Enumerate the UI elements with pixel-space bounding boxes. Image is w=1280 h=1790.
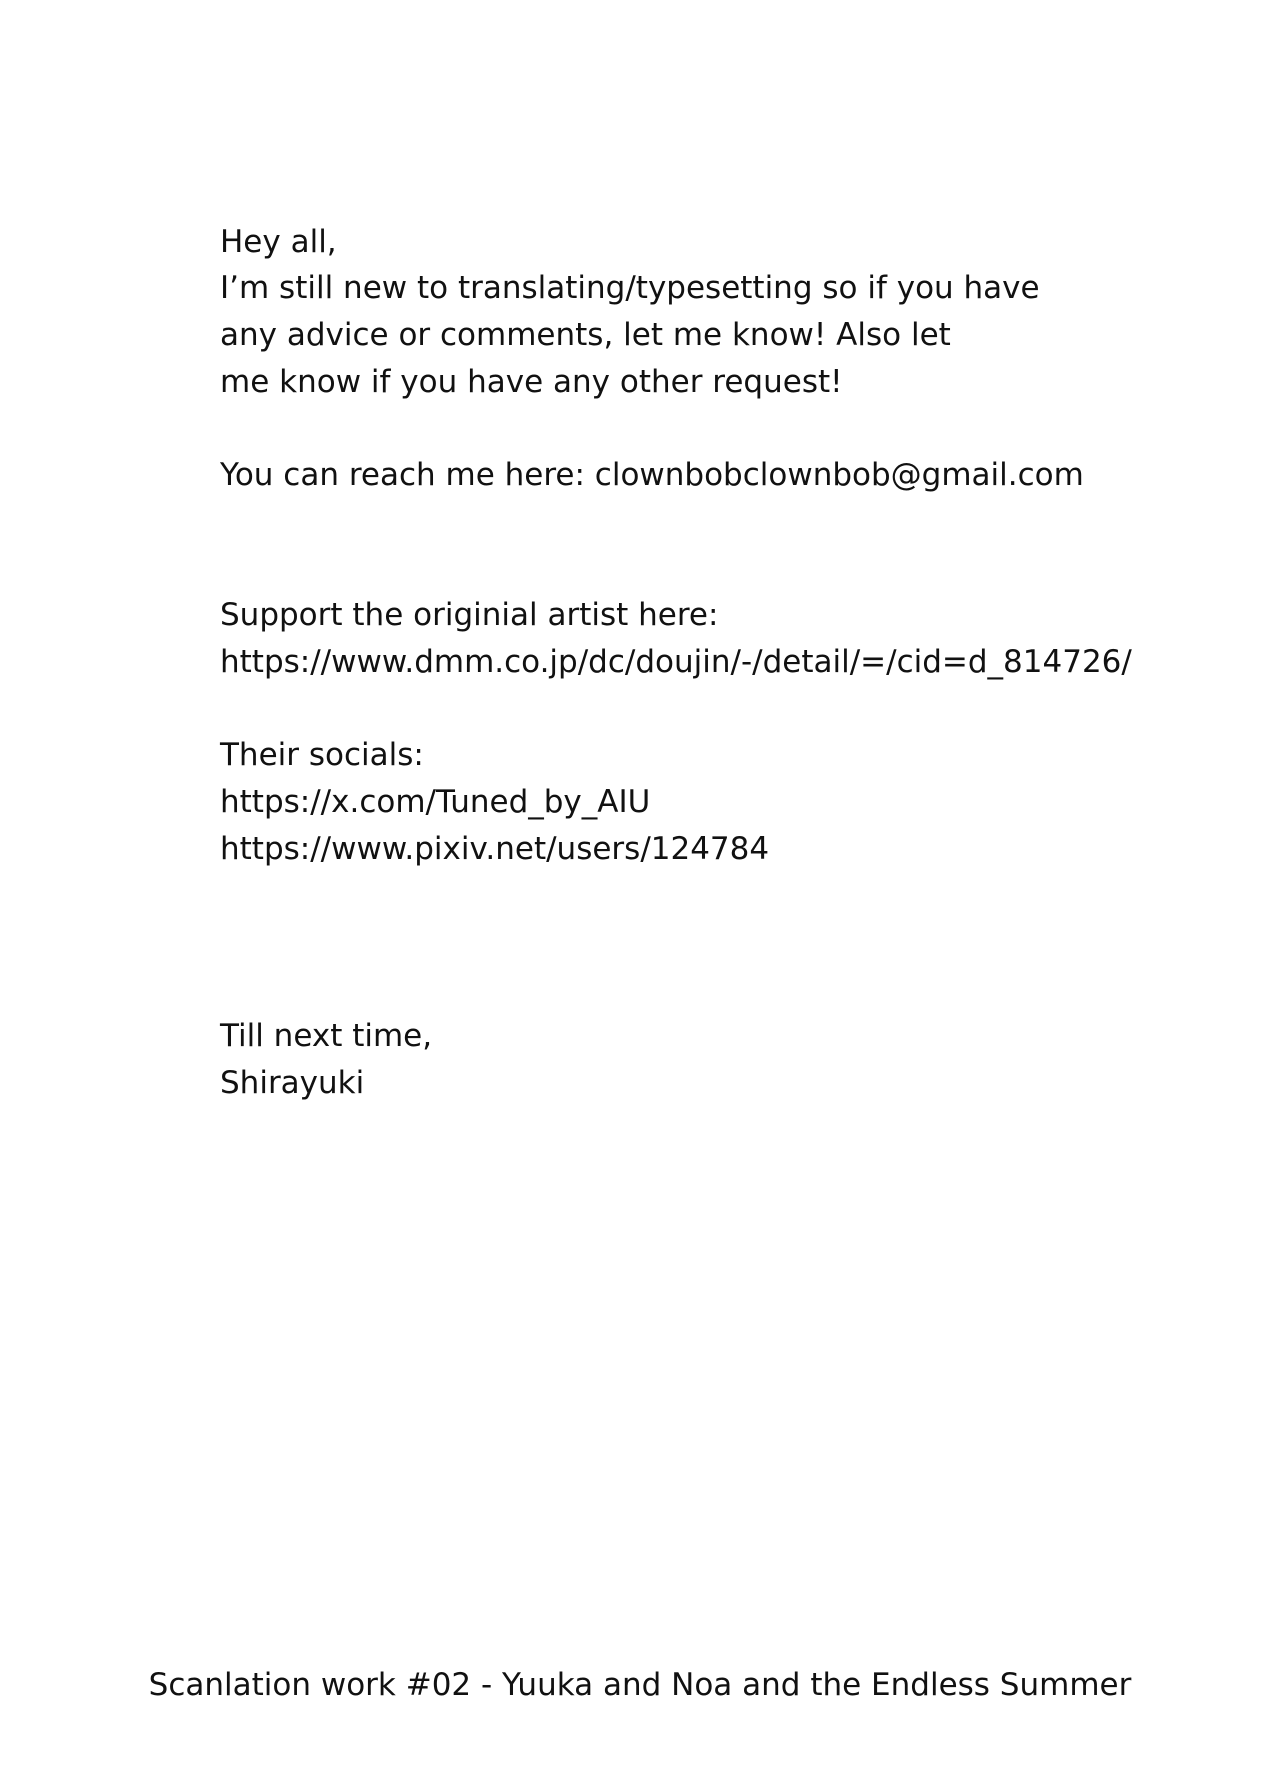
social-link-x: https://x.com/Tuned_by_AIU [220, 784, 651, 820]
footer-title: Scanlation work #02 - Yuuka and Noa and the Endless Summer [148, 1667, 1132, 1703]
socials-heading: Their socials: [220, 737, 424, 773]
support-url: https://www.dmm.co.jp/dc/doujin/-/detail/=/cid=d_814726/ [220, 644, 1132, 680]
intro-line-2: any advice or comments, let me know! Also let [220, 317, 951, 353]
support-heading: Support the originial artist here: [220, 597, 719, 633]
contact-email-text: You can reach me here: clownbobclownbob@gmail.com [220, 457, 1084, 493]
social-link-pixiv: https://www.pixiv.net/users/124784 [220, 831, 770, 867]
signoff-text: Till next time, [220, 1018, 433, 1054]
intro-line-3: me know if you have any other request! [220, 364, 843, 400]
greeting-text: Hey all, [220, 224, 337, 260]
signature-text: Shirayuki [220, 1065, 365, 1101]
intro-line-1: I’m still new to translating/typesetting so if you have [220, 270, 1040, 306]
